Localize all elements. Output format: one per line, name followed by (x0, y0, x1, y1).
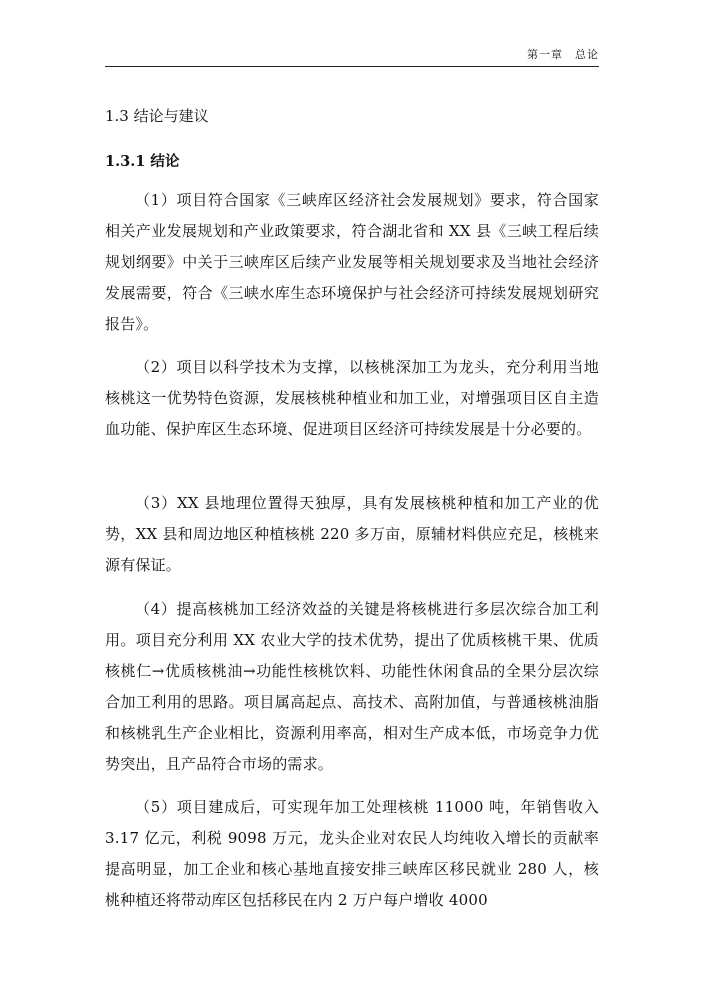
subsection-heading: 1.3.1 结论 (105, 153, 180, 170)
paragraph-5: （5）项目建成后，可实现年加工处理核桃 11000 吨，年销售收入 3.17 亿元，利税 9098 万元，龙头企业对农民人均纯收入增长的贡献率提高明显，加工企业和核心基地直接安排三峡库区移民就业 280 人，核桃种植还将带动库区包括移民在内 2 万户每户增收 4000 (105, 798, 599, 909)
paragraph-4: （4）提高核桃加工经济效益的关键是将核桃进行多层次综合加工利用。项目充分利用 XX 农业大学的技术优势，提出了优质核桃干果、优质核桃仁→优质核桃油→功能性核桃饮料、功能性休闲食品的全果分层次综合加工利用的思路。项目属高起点、高技术、高附加值，与普通核桃油脂和核桃乳生产企业相比，资源利用率高，相对生产成本低，市场竞争力优势突出，且产品符合市场的需求。 (105, 600, 599, 773)
paragraph-1: （1）项目符合国家《三峡库区经济社会发展规划》要求，符合国家相关产业发展规划和产业政策要求，符合湖北省和 XX 县《三峡工程后续规划纲要》中关于三峡库区后续产业发展等相关规划要求及当地社会经济发展需要，符合《三峡水库生态环境保护与社会经济可持续发展规划研究报告》。 (105, 191, 599, 333)
page-header (105, 48, 599, 67)
section-heading: 1.3 结论与建议 (105, 107, 209, 125)
paragraph-3: （3）XX 县地理位置得天独厚，具有发展核桃种植和加工产业的优势，XX 县和周边地区种植核桃 220 多万亩，原辅材料供应充足，核桃来源有保证。 (105, 494, 599, 574)
chapter-label: 第一章 总论 (527, 48, 599, 61)
paragraph-2: （2）项目以科学技术为支撑，以核桃深加工为龙头，充分利用当地核桃这一优势特色资源，发展核桃种植业和加工业，对增强项目区自主造血功能、保护库区生态环境、促进项目区经济可持续发展是十分必要的。 (105, 358, 599, 438)
